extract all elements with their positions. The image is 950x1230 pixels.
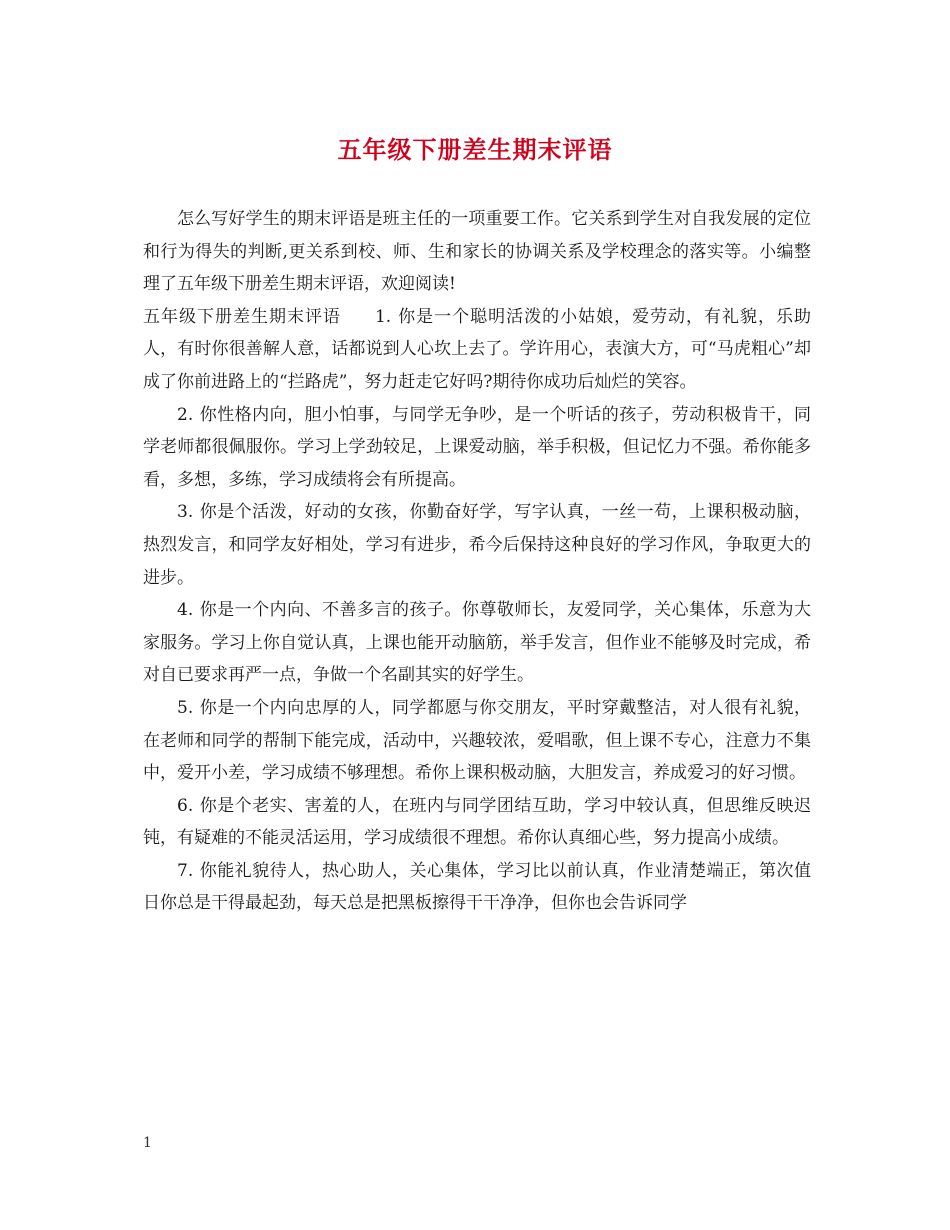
comment-number: 5.	[177, 697, 194, 718]
page-number: 1	[143, 1135, 152, 1151]
comment-paragraph-3	[143, 496, 811, 594]
comment-number: 7.	[177, 860, 194, 881]
comment-paragraph-1	[143, 301, 811, 399]
intro-paragraph: 怎么写好学生的期末评语是班主任的一项重要工作。它关系到学生对自我发展的定位和行为得失的判断,更关系到校、师、生和家长的协调关系及学校理念的落实等。小编整理了五年级下册差生期末评语，欢迎阅读!	[143, 209, 811, 295]
comment-paragraph-2	[143, 399, 811, 497]
comment-number: 6.	[177, 795, 194, 816]
comment-paragraph-7	[143, 855, 811, 920]
comment-text: 你性格内向，胆小怕事，与同学无争吵，是一个听话的孩子，劳动积极肯干，同学老师都很佩服你。学习上学劲较足，上课爱动脑，举手积极，但记忆力不强。希你能多看，多想，多练，学习成绩将会有所提高。	[143, 404, 811, 490]
section-heading: 五年级下册差生期末评语	[143, 306, 341, 327]
document-body	[143, 203, 811, 920]
comment-text: 你是一个内向忠厚的人，同学都愿与你交朋友，平时穿戴整洁，对人很有礼貌，在老师和同学的帮制下能完成，活动中，兴趣较浓，爱唱歌，但上课不专心，注意力不集中，爱开小差，学习成绩不够理想。希你上课积极动脑，大胆发言，养成爱习的好习惯。	[143, 697, 811, 784]
comment-paragraph-6	[143, 790, 811, 855]
comment-number: 1.	[374, 306, 392, 327]
comment-text: 你能礼貌待人，热心助人，关心集体，学习比以前认真，作业清楚端正，第次值日你总是干得最起劲，每天总是把黑板擦得干干净净，但你也会告诉同学	[143, 860, 811, 914]
document-title: 五年级下册差生期末评语	[337, 135, 613, 164]
comment-number: 4.	[177, 600, 194, 621]
comment-paragraph-4	[143, 594, 811, 692]
comment-text: 你是个活泼，好动的女孩，你勤奋好学，写字认真，一丝一苟，上课积极动脑，热烈发言，和同学友好相处，学习有进步，希今后保持这种良好的学习作风，争取更大的进步。	[143, 502, 811, 588]
comment-paragraph-5	[143, 692, 811, 790]
comment-text: 你是个老实、害羞的人，在班内与同学团结互助，学习中较认真，但思维反映迟钝，有疑难的不能灵活运用，学习成绩很不理想。希你认真细心些，努力提高小成绩。	[143, 795, 811, 849]
comment-text: 你是一个内向、不善多言的孩子。你尊敬师长，友爱同学，关心集体，乐意为大家服务。学习上你自觉认真，上课也能开动脑筋，举手发言，但作业不能够及时完成，希对自已要求再严一点，争做一个名副其实的好学生。	[143, 600, 811, 686]
comment-number: 3.	[177, 502, 194, 523]
comment-number: 2.	[177, 404, 194, 425]
comment-text: 你是一个聪明活泼的小姑娘，爱劳动，有礼貌，乐助人，有时你很善解人意，话都说到人心坎上去了。学许用心，表演大方，可“马虎粗心”却成了你前进路上的“拦路虎”，努力赶走它好吗?期待你成功后灿烂的笑容。	[143, 306, 812, 392]
